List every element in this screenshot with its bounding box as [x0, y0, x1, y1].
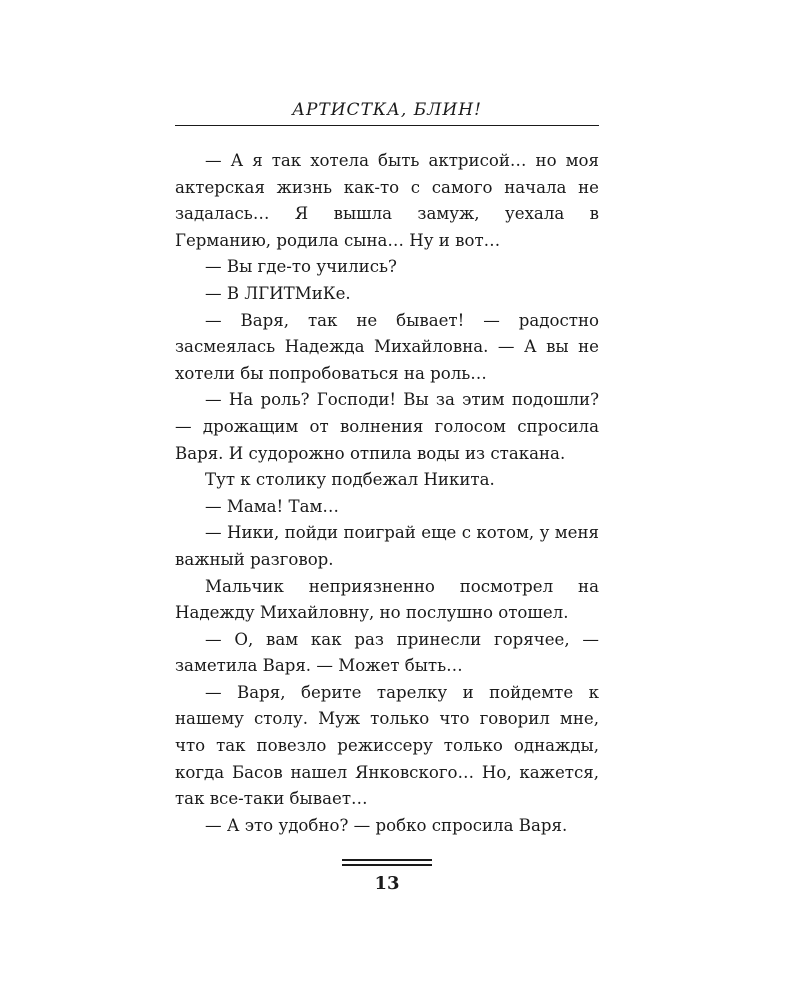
paragraph: Мальчик неприязненно посмотрел на Надежду Михайловну, но послушно отошел. [175, 576, 599, 623]
footer-rule-bottom [342, 864, 432, 866]
page-number: 13 [374, 873, 400, 894]
paragraph: — Варя, берите тарелку и пойдемте к нашему столу. Муж только что говорил мне, что так повезло режиссеру только однажды, когда Басов нашел Янковского… Но, кажется, так все-таки бывает… [175, 682, 599, 809]
paragraph: — На роль? Господи! Вы за этим подошли? — дрожащим от волнения голосом спросила Варя. И судорожно отпила воды из стакана. [175, 390, 599, 463]
paragraph: — Варя, так не бывает! — радостно засмеялась Надежда Михайловна. — А вы не хотели бы попробоваться на роль… [175, 310, 599, 383]
paragraph: — Мама! Там… [205, 496, 339, 516]
paragraph: — В ЛГИТМиКе. [205, 283, 351, 303]
paragraph: — О, вам как раз принесли горячее, — заметила Варя. — Может быть… [175, 629, 599, 676]
body-text [175, 148, 599, 839]
running-head: АРТИСТКА, БЛИН! [292, 100, 482, 120]
paragraph: — Вы где-то учились? [205, 257, 397, 277]
paragraph: — Ники, пойди поиграй еще с котом, у меня важный разговор. [175, 523, 599, 569]
paragraph: — А это удобно? — робко спросила Варя. [205, 815, 568, 835]
header-rule [175, 125, 599, 126]
footer-rule-top [342, 859, 432, 861]
book-page [175, 0, 599, 1000]
paragraph: Тут к столику подбежал Никита. [205, 470, 495, 490]
paragraph: — А я так хотела быть актрисой… но моя актерская жизнь как-то с самого начала не задалась… Я вышла замуж, уехала в Германию, родила сына… Ну и вот… [175, 151, 599, 250]
